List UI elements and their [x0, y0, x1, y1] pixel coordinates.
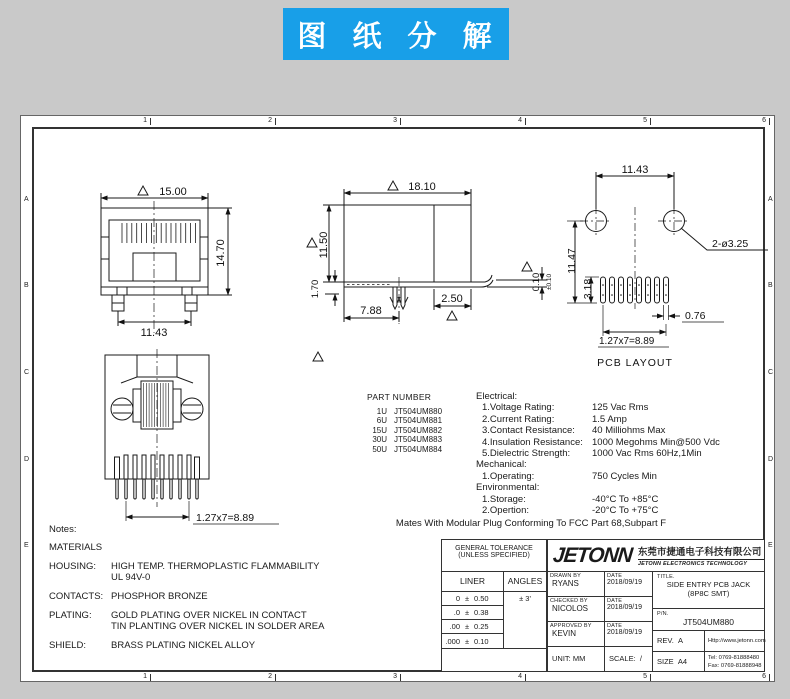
- material-item: SHIELD: BRASS PLATING NICKEL ALLOY: [49, 640, 256, 651]
- side-coplanarity-tol: ±0.10: [546, 273, 553, 291]
- notes-subtitle: MATERIALS: [49, 542, 103, 553]
- tolerance-angle-value: ± 3': [503, 591, 547, 649]
- drawing-title-line1: SIDE ENTRY PCB JACK: [666, 580, 751, 589]
- side-height-dim: 11.50: [318, 231, 330, 259]
- size-cell: SIZE A4: [652, 651, 705, 672]
- banner-title: 图 纸 分 解: [297, 20, 501, 53]
- zone-letter-left: B: [24, 282, 29, 289]
- scale-cell: SCALE: /: [604, 646, 653, 672]
- zone-number-top: 4: [518, 117, 522, 124]
- zone-letter-left: A: [24, 196, 29, 203]
- front-feet-dim: 11.43: [140, 327, 168, 339]
- zone-letter-right: E: [768, 542, 773, 549]
- spec-section-electrical: Electrical:: [476, 391, 518, 402]
- company-name-en: JETONN ELECTRONICS TECHNOLOGY: [638, 559, 764, 567]
- tolerance-filler: [441, 648, 547, 672]
- zone-letter-left: E: [24, 542, 29, 549]
- checked-by-cell: CHECKED BY NICOLOS: [547, 596, 605, 622]
- spec-row: 2.Opertion: -20°C To +75°C: [482, 505, 659, 517]
- jetonn-logo: JETONN: [551, 543, 634, 567]
- website-cell: Http://www.jetonn.com: [704, 630, 765, 652]
- approved-date-cell: DATE 2018/09/19: [604, 621, 653, 647]
- pcb-pitch-dim: 1.27x7=8.89: [599, 336, 655, 347]
- part-number-value: JT504UM880: [682, 617, 735, 627]
- pcb-pad-length-dim: 3.18: [582, 278, 594, 300]
- pcb-layout-geometry: [567, 172, 768, 347]
- notes-block: [49, 524, 379, 651]
- spec-row: 1.Operating: 750 Cycles Min: [482, 470, 657, 482]
- side-base-dim: 1.70: [310, 279, 321, 299]
- checked-date-cell: DATE 2018/09/19: [604, 596, 653, 622]
- zone-number-bottom: 5: [643, 673, 647, 680]
- zone-number-bottom: 6: [762, 673, 766, 680]
- spec-row: 4.Insulation Resistance: 1000 Megohms Min@500 Vdc: [482, 436, 720, 448]
- spec-row: 5.Dielectric Strength: 1000 Vac Rms 60Hz,1Min: [482, 448, 702, 460]
- side-peg-dim: 7.88: [360, 305, 382, 317]
- title-block: [441, 539, 765, 672]
- bottom-view-geometry: [105, 349, 279, 524]
- unit-cell: UNIT: MM: [547, 646, 605, 672]
- tolerance-liner-rows: 0 ± 0.50 .0 ± 0.38 .00 ± 0.25 .000 ± 0.10: [441, 591, 504, 649]
- pcb-layout-caption: PCB LAYOUT: [597, 357, 673, 369]
- approved-by-cell: APPROVED BY KEVIN: [547, 621, 605, 647]
- bottom-pitch-dim: 1.27x7=8.89: [196, 512, 255, 524]
- part-number-row: 6U JT504UM881: [376, 416, 443, 425]
- spec-section-environmental: Environmental:: [476, 482, 540, 494]
- material-item: HOUSING: HIGH TEMP. THERMOPLASTIC FLAMMABILITY UL 94V-0: [49, 561, 320, 583]
- zone-number-top: 3: [393, 117, 397, 124]
- zone-number-bottom: 3: [393, 673, 397, 680]
- side-tail-dim: 2.50: [441, 293, 463, 305]
- part-number-cell: P/N. JT504UM880: [652, 608, 765, 631]
- side-width-dim: 18.10: [408, 181, 436, 193]
- zone-letter-left: D: [24, 456, 30, 463]
- bottom-view-drawing: [93, 349, 333, 549]
- tolerance-header: GENERAL TOLERANCE (UNLESS SPECIFIED): [441, 539, 547, 572]
- part-number-row: 1U JT504UM880: [376, 406, 443, 416]
- part-number-row: 50U JT504UM884: [372, 444, 443, 454]
- tolerance-col-angles: ANGLES: [503, 571, 547, 592]
- part-number-row: 30U JT504UM883: [372, 435, 443, 444]
- drawn-by-cell: DRAWN BY RYANS: [547, 571, 605, 597]
- pcb-hole-span-dim: 11.43: [621, 164, 649, 176]
- zone-number-bottom: 1: [143, 673, 147, 680]
- front-height-dim: 14.70: [215, 239, 227, 267]
- zone-number-bottom: 2: [268, 673, 272, 680]
- part-number-list: [367, 393, 442, 454]
- zone-number-top: 6: [762, 117, 766, 124]
- zone-letter-right: A: [768, 196, 773, 203]
- pcb-pad-width-dim: 0.76: [685, 310, 706, 322]
- pcb-layout-drawing: [561, 159, 774, 376]
- spec-row: 3.Contact Resistance: 40 Milliohms Max: [482, 425, 666, 437]
- notes-title: Notes:: [49, 524, 77, 535]
- zone-letter-right: D: [768, 456, 774, 463]
- pcb-hole-note: 2-ø3.25: [712, 238, 749, 250]
- side-view-drawing: [291, 179, 561, 366]
- solder-pads: [601, 277, 669, 303]
- spec-row: 1.Voltage Rating: 125 Vac Rms: [482, 402, 649, 414]
- zone-number-bottom: 4: [518, 673, 522, 680]
- spec-section-mechanical: Mechanical:: [476, 459, 527, 471]
- pcb-height-dim: 11.47: [566, 248, 578, 274]
- drawing-sheet: [20, 115, 775, 682]
- part-number-header: PART NUMBER: [367, 392, 432, 402]
- part-number-row: 15U JT504UM882: [372, 425, 443, 435]
- zone-letter-right: B: [768, 282, 773, 289]
- rev-cell: REV. A: [652, 630, 705, 652]
- front-view-geometry: [101, 186, 232, 333]
- drawing-title-line2: (8P8C SMT): [687, 589, 730, 598]
- company-name-cn: 东莞市捷通电子科技有限公司: [637, 547, 762, 558]
- company-cell: [547, 539, 765, 572]
- mating-footnote: Mates With Modular Plug Conforming To FCC Part 68,Subpart F: [395, 518, 667, 529]
- fax: Fax: 0769-81888948: [708, 663, 762, 669]
- phone-cell: [704, 651, 765, 672]
- side-view-geometry: [307, 181, 547, 361]
- zone-number-top: 1: [143, 117, 147, 124]
- drawn-date-cell: DATE 2018/09/19: [604, 571, 653, 597]
- zone-letter-left: C: [24, 369, 30, 376]
- zone-number-top: 2: [268, 117, 272, 124]
- front-width-dim: 15.00: [159, 186, 187, 198]
- tolerance-col-liner: LINER: [441, 571, 504, 592]
- specifications: [476, 391, 766, 516]
- material-item: PLATING: GOLD PLATING OVER NICKEL IN CONTACT TIN PLANTING OVER NICKEL IN SOLDER AREA: [49, 610, 325, 632]
- tel: Tel: 0769-81888480: [708, 655, 760, 661]
- spec-row: 2.Current Rating: 1.5 Amp: [482, 413, 627, 425]
- material-item: CONTACTS: PHOSPHOR BRONZE: [49, 591, 208, 602]
- spec-row: 1.Storage: -40°C To +85°C: [482, 493, 659, 505]
- side-coplanarity-dim: 0.10: [531, 272, 542, 292]
- zone-letter-right: C: [768, 369, 774, 376]
- zone-number-top: 5: [643, 117, 647, 124]
- front-view-drawing: [76, 183, 296, 343]
- page-banner: [283, 8, 509, 60]
- drawing-title-cell: TITLE. SIDE ENTRY PCB JACK (8P8C SMT): [652, 571, 765, 609]
